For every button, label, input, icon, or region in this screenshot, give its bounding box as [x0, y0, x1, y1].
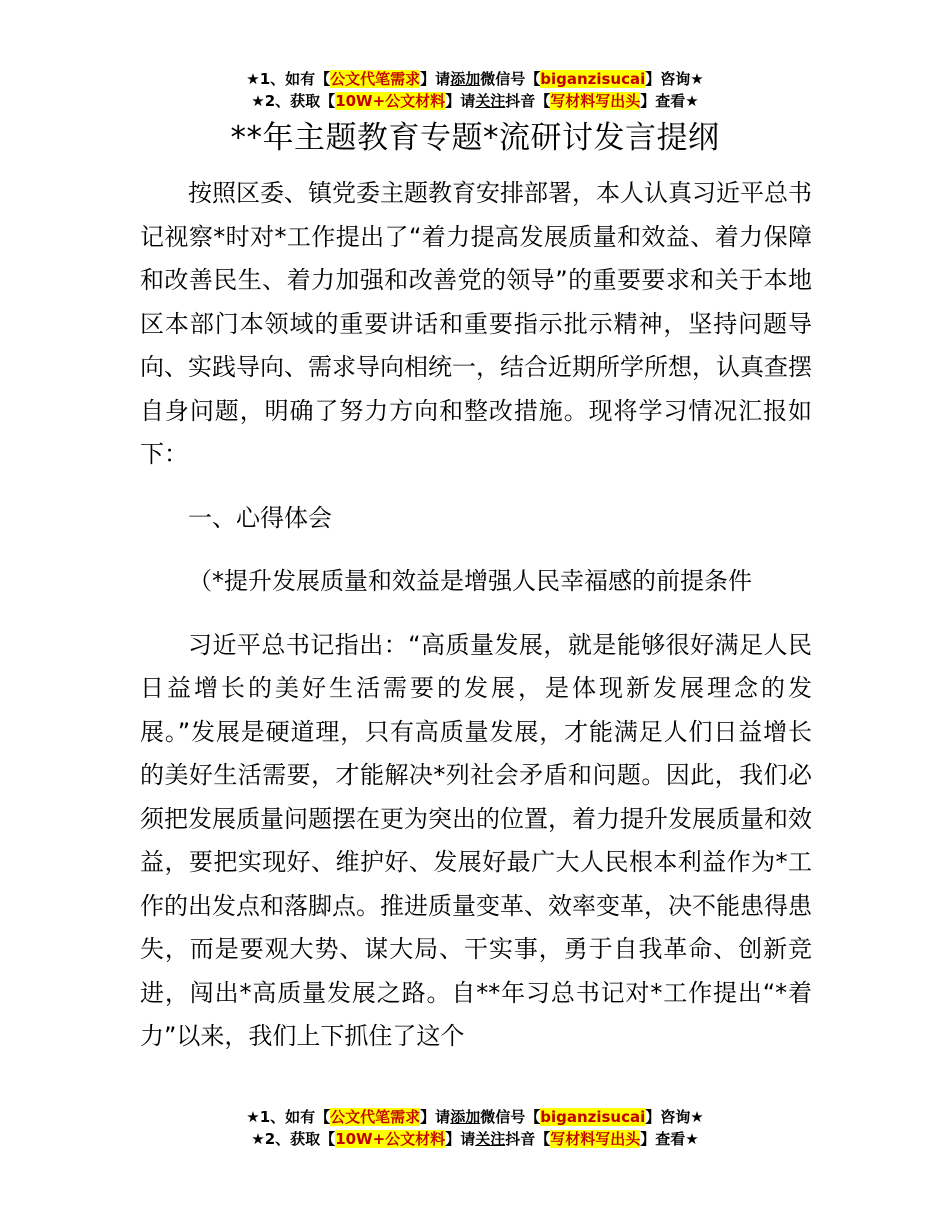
banner-underline: 关注 [475, 92, 506, 110]
banner-text: 】查看★ [640, 92, 699, 110]
paragraph-body: 习近平总书记指出：“高质量发展，就是能够很好满足人民日益增长的美好生活需要的发展，是体现新发展理念的发展。”发展是硬道理，只有高质量发展，才能满足人们日益增长的美好生活需要，才能解决*列社会矛盾和问题。因此，我们必须把发展质量问题摆在更为突出的位置，着力提升发展质量和效益，要把实现好、维护好、发展好最广大人民根本利益作为*工作的出发点和落脚点。推进质量变革、效率变革，决不能患得患失，而是要观大势、谋大局、干实事，勇于自我革命、创新竞进，闯出*高质量发展之路。自**年习总书记对*工作提出“*着力”以来，我们上下抓住了这个 [140, 630, 812, 1050]
banner-highlight: 10W+公文材料 [335, 92, 446, 110]
banner-text: 】请 [420, 70, 451, 88]
document-body [140, 172, 812, 1059]
banner-underline: 添加 [450, 70, 481, 88]
banner-text: ★2、获取【 [251, 92, 336, 110]
banner-line-2 [0, 90, 950, 112]
document-title: **年主题教育专题*流研讨发言提纲 [230, 120, 720, 156]
banner-line-1 [0, 68, 950, 90]
banner-text: 】请 [445, 1130, 476, 1148]
banner-underline: 关注 [475, 1130, 506, 1148]
banner-highlight: biganzisucai [540, 70, 646, 88]
banner-highlight: 公文代笔需求 [330, 1108, 421, 1126]
banner-highlight: 公文代笔需求 [330, 70, 421, 88]
banner-text: ★1、如有【 [246, 1108, 331, 1126]
banner-highlight: 10W+公文材料 [335, 1130, 446, 1148]
banner-line-1 [0, 1106, 950, 1128]
banner-text: ★2、获取【 [251, 1130, 336, 1148]
banner-highlight: 写材料写出头 [550, 92, 641, 110]
banner-line-2 [0, 1128, 950, 1150]
header-banner [0, 68, 950, 112]
section-heading: 一、心得体会 [188, 503, 332, 532]
banner-text: 】咨询★ [645, 1108, 704, 1126]
banner-text: 】请 [420, 1108, 451, 1126]
banner-text: 抖音【 [505, 92, 551, 110]
banner-text: 抖音【 [505, 1130, 551, 1148]
footer-banner [0, 1106, 950, 1150]
banner-underline: 添加 [450, 1108, 481, 1126]
banner-text: ★1、如有【 [246, 70, 331, 88]
paragraph-intro: 按照区委、镇党委主题教育安排部署，本人认真习近平总书记视察*时对*工作提出了“着力提高发展质量和效益、着力保障和改善民生、着力加强和改善党的领导”的重要要求和关于本地区本部门本领域的重要讲话和重要指示批示精神，坚持问题导向、实践导向、需求导向相统一，结合近期所学所想，认真查摆自身问题，明确了努力方向和整改措施。现将学习情况汇报如下： [140, 179, 812, 468]
banner-highlight: biganzisucai [540, 1108, 646, 1126]
banner-text: 】请 [445, 92, 476, 110]
banner-highlight: 写材料写出头 [550, 1130, 641, 1148]
banner-text: 】查看★ [640, 1130, 699, 1148]
banner-text: 微信号【 [480, 70, 541, 88]
banner-text: 】咨询★ [645, 70, 704, 88]
subsection-heading: （*提升发展质量和效益是增强人民幸福感的前提条件 [188, 567, 752, 595]
banner-text: 微信号【 [480, 1108, 541, 1126]
